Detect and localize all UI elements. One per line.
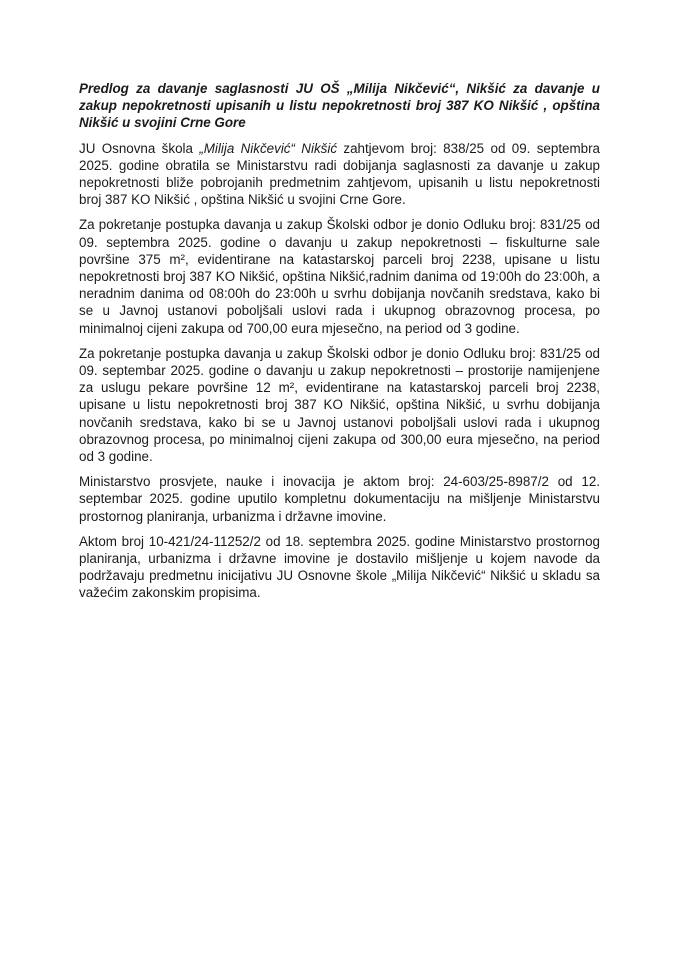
- school-name-italic: „Milija Nikčević“ Nikšić: [199, 140, 338, 156]
- paragraph-request: [79, 140, 600, 209]
- document-title: Predlog za davanje saglasnosti JU OŠ „Milija Nikčević“, Nikšić za davanje u zakup nepokretnosti upisanih u listu nepokretnosti broj 387 KO Nikšić , opština Nikšić u svojini Crne Gore: [79, 81, 600, 131]
- paragraph-ministry-education: Ministarstvo prosvjete, nauke i inovacija je aktom broj: 24-603/25-8987/2 od 12. septembar 2025. godine uputilo kompletnu dokumentaciju na mišljenje Ministarstvu prostornog planiranja, urbanizma i državne imovine.: [79, 474, 600, 524]
- paragraph-ministry-planning: Aktom broj 10-421/24-11252/2 od 18. septembra 2025. godine Ministarstvo prostornog planiranja, urbanizma i državne imovine je dostavilo mišljenje u kojem navode da podržavaju predmetnu inicijativu JU Osnovne škole „Milija Nikčević“ Nikšić u skladu sa važećim zakonskim propisima.: [79, 533, 600, 601]
- paragraph-decision-bakery: Za pokretanje postupka davanja u zakup Školski odbor je donio Odluku broj: 831/25 od 09. septembar 2025. godine o davanju u zakup nepokretnosti – prostorije namijenjene za uslugu pekare površine 12 m², evidentirane na katastarskoj parceli broj 2238, upisane u listu nepokretnosti broj 387 KO Nikšić, opština Nikšić, u svrhu dobijanja novčanih sredstava, kako bi se u Javnoj ustanovi poboljšali uslovi rada i ukupnog obrazovnog procesa, po minimalnoj cijeni zakupa od 300,00 eura mjesečno, na period od 3 godine.: [79, 345, 600, 465]
- paragraph-text-segment: JU Osnovna škola: [79, 140, 200, 156]
- paragraph-text-segment: zahtjevom broj: 838/25 od 09. septembra 2025. godine obratila se Ministarstvu radi dobijanja saglasnosti za davanje u zakup nepokretnosti bliže pobrojanih predmetnim zahtjevom, upisanih u listu nepokretnosti broj 387 KO Nikšić , opština Nikšić u svojini Crne Gore.: [79, 140, 600, 208]
- paragraph-decision-gym: Za pokretanje postupka davanja u zakup Školski odbor je donio Odluku broj: 831/25 od 09. septembra 2025. godine o davanju u zakup nepokretnosti – fiskulturne sale površine 375 m², evidentirane na katastarskoj parceli broj 2238, upisane u listu nepokretnosti broj 387 KO Nikšić, opština Nikšić,radnim danima od 19:00h do 23:00h, a neradnim danima od 08:00h do 23:00h u svrhu dobijanja novčanih sredstava, kako bi se u Javnoj ustanovi poboljšali uslovi rada i ukupnog obrazovnog procesa, po minimalnoj cijeni zakupa od 700,00 eura mjesečno, na period od 3 godine.: [79, 217, 600, 336]
